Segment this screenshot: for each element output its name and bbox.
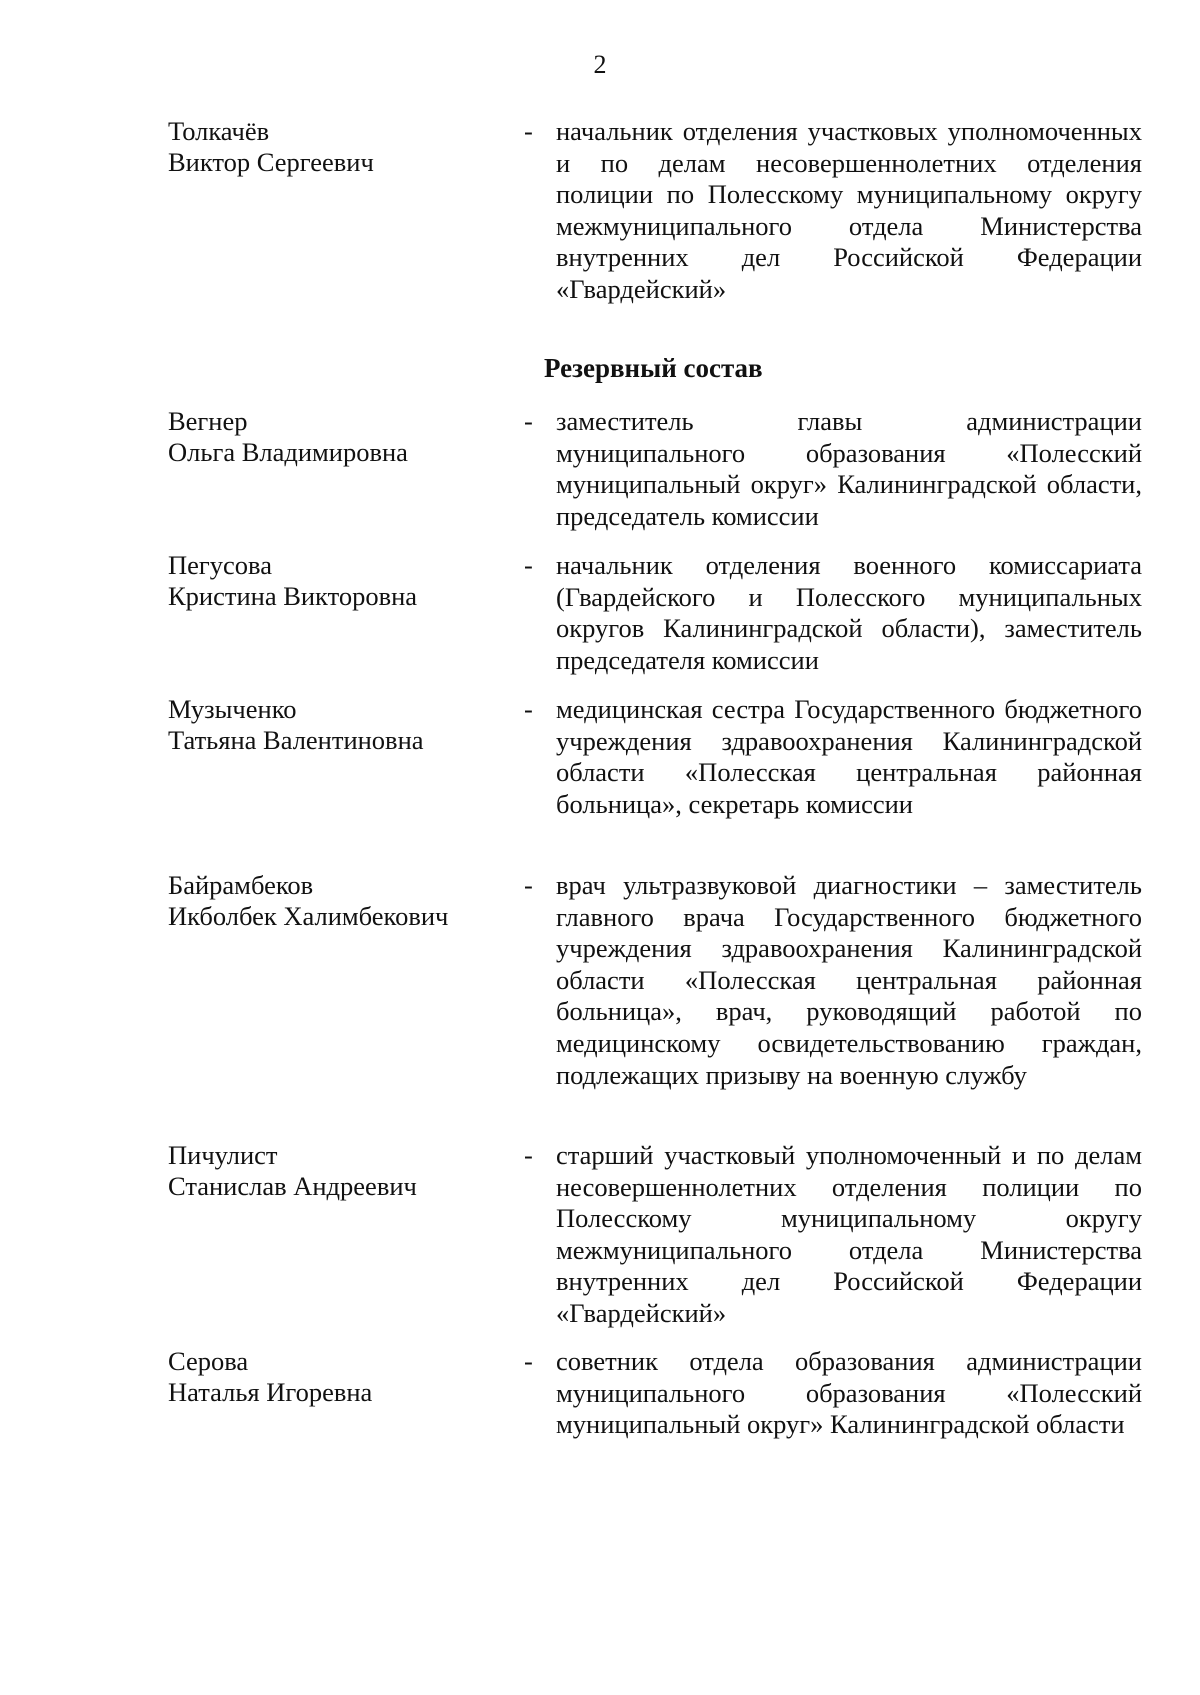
member-surname: Музыченко [168,694,297,724]
member-position: начальник отделения участковых уполномоченных и по делам несовершеннолетних отделения полиции по Полесскому муниципальному округу межмуниципального отдела Министерства внутренних дел Российской Федерации «Гвардейский» [556,116,1142,304]
member-position: врач ультразвуковой диагностики – заместитель главного врача Государственного бюджетного учреждения здравоохранения Калининградской области «Полесская центральная районная больница», врач, руководящий работой по медицинскому освидетельствованию граждан, подлежащих призыву на военную службу [556,870,1142,1090]
member-surname: Пичулист [168,1140,278,1170]
member-name [168,116,498,178]
member-surname: Пегусова [168,550,272,580]
member-position: медицинская сестра Государственного бюджетного учреждения здравоохранения Калининградской области «Полесская центральная районная больница», секретарь комиссии [556,694,1142,819]
member-position: советник отдела образования администрации муниципального образования «Полесский муниципальный округ» Калининградской области [556,1346,1142,1440]
page-number: 2 [593,50,607,79]
entry-dash: - [524,1346,533,1376]
member-given-names: Наталья Игоревна [168,1377,373,1407]
member-given-names: Татьяна Валентиновна [168,725,424,755]
member-name [168,406,498,468]
entry-dash: - [524,870,533,900]
member-position: старший участковый уполномоченный и по делам несовершеннолетних отделения полиции по Полесскому муниципальному округу межмуниципального отдела Министерства внутренних дел Российской Федерации «Гвардейский» [556,1140,1142,1328]
member-surname: Серова [168,1346,249,1376]
member-given-names: Кристина Викторовна [168,581,418,611]
member-name [168,870,498,932]
member-given-names: Икболбек Халимбекович [168,901,449,931]
member-name [168,694,498,756]
member-surname: Толкачёв [168,116,270,146]
member-name [168,1346,498,1408]
member-name [168,550,498,612]
member-surname: Вегнер [168,406,248,436]
entry-dash: - [524,550,533,580]
entry-dash: - [524,116,533,146]
entry-dash: - [524,1140,533,1170]
member-name [168,1140,498,1202]
member-given-names: Ольга Владимировна [168,437,408,467]
member-position: начальник отделения военного комиссариата (Гвардейского и Полесского муниципальных округов Калининградской области), заместитель председателя комиссии [556,550,1142,675]
entry-dash: - [524,406,533,436]
section-heading-reserve: Резервный состав [544,353,763,383]
entry-dash: - [524,694,533,724]
member-position: заместитель главы администрации муниципального образования «Полесский муниципальный округ» Калининградской области, председатель комиссии [556,406,1142,531]
member-given-names: Станислав Андреевич [168,1171,417,1201]
member-surname: Байрамбеков [168,870,314,900]
member-given-names: Виктор Сергеевич [168,147,374,177]
